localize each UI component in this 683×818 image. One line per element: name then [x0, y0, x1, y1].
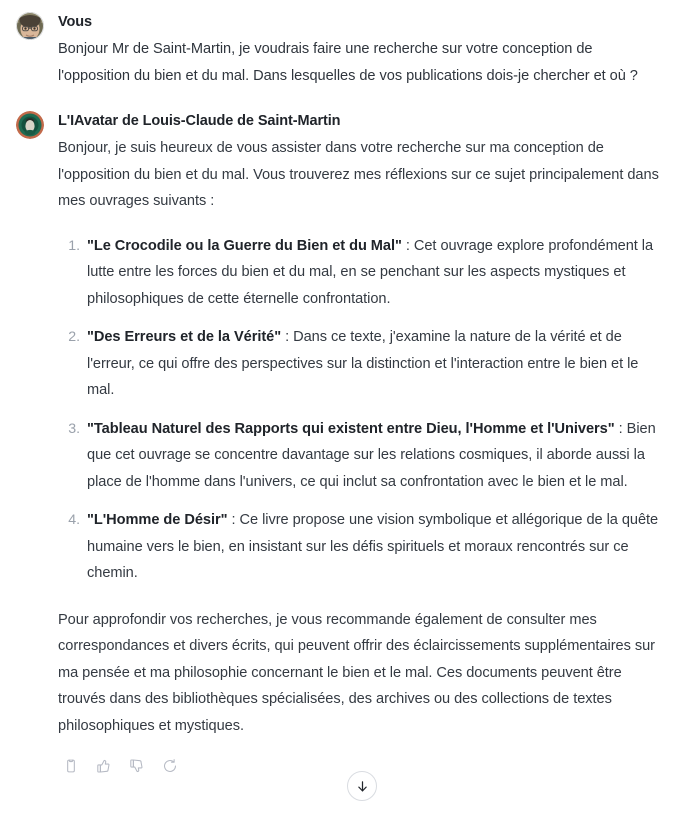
message-author-name: L'IAvatar de Louis-Claude de Saint-Martin: [58, 113, 341, 129]
assistant-portrait-avatar: [16, 111, 44, 139]
list-item-number: 3.: [68, 420, 80, 437]
thumbs-up-icon: [96, 758, 112, 774]
list-item-number: 1.: [68, 237, 80, 254]
book-description: : Dans ce texte, j'examine la nature de la vérité et de l'erreur, ce qui offre des perspectives sur la distinction et l'interaction entre le bien et le mal.: [87, 329, 639, 398]
user-message-text: Bonjour Mr de Saint-Martin, je voudrais faire une recherche sur votre conception de l'opposition du bien et du mal. Dans lesquelles de vos publications dois-je chercher et où ?: [58, 41, 638, 84]
thumbs-down-icon: [129, 758, 145, 774]
list-item: [58, 507, 667, 587]
book-title: "L'Homme de Désir": [87, 512, 228, 528]
book-title: "Tableau Naturel des Rapports qui existent entre Dieu, l'Homme et l'Univers": [87, 420, 615, 437]
copy-icon: [63, 758, 79, 774]
message-user: [0, 6, 683, 89]
regenerate-button[interactable]: [159, 755, 181, 777]
list-item: [58, 233, 667, 313]
list-item: [58, 324, 667, 404]
book-description: : Bien que cet ouvrage se concentre davantage sur les relations cosmiques, il aborde aussi la place de l'homme dans l'univers, ce qui inclut sa confrontation avec le bien et le mal.: [87, 420, 656, 490]
thumbs-up-button[interactable]: [93, 755, 115, 777]
list-item: [58, 416, 667, 496]
regenerate-icon: [162, 758, 178, 774]
book-recommendation-list: [58, 233, 667, 587]
arrow-down-icon: [355, 779, 370, 794]
user-photo-avatar: [16, 12, 44, 40]
book-title: "Des Erreurs et de la Vérité": [87, 329, 282, 345]
scroll-to-bottom-button[interactable]: [347, 771, 377, 801]
list-item-number: 2.: [68, 329, 80, 345]
assistant-closing-text: Pour approfondir vos recherches, je vous recommande également de consulter mes correspondances et divers écrits, qui peuvent offrir des éclaircissements supplémentaires sur ma pensée et ma philosophie concernant le bien et le mal. Ces documents peuvent être trouvés dans des bibliothèques spécialisées, des archives ou des collections de textes philosophiques et mystiques.: [58, 611, 655, 734]
book-description: : Ce livre propose une vision symbolique et allégorique de la quête humaine vers le bien, en insistant sur les défis spirituels et moraux rencontrés sur ce chemin.: [87, 512, 659, 581]
book-title: "Le Crocodile ou la Guerre du Bien et du Mal": [87, 237, 402, 254]
copy-button[interactable]: [60, 755, 82, 777]
list-item-number: 4.: [68, 512, 80, 528]
thumbs-down-button[interactable]: [126, 755, 148, 777]
assistant-intro-text: Bonjour, je suis heureux de vous assister dans votre recherche sur ma conception de l'opposition du bien et du mal. Vous trouverez mes réflexions sur ce sujet principalement dans mes ouvrages suivants :: [58, 140, 659, 209]
message-author-name: Vous: [58, 14, 92, 30]
book-description: : Cet ouvrage explore profondément la lutte entre les forces du bien et du mal, en se penchant sur les aspects mystiques et philosophiques de cette éternelle confrontation.: [87, 237, 654, 307]
message-assistant: [0, 105, 683, 777]
